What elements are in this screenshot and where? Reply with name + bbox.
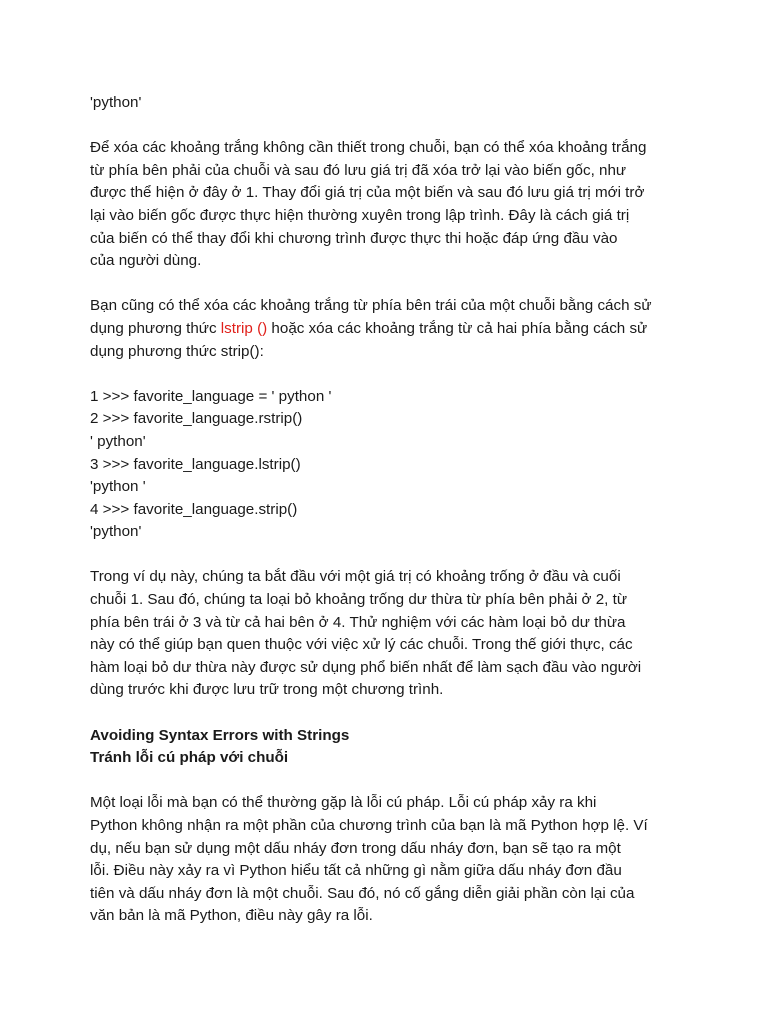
text-line: Trong ví dụ này, chúng ta bắt đầu với một giá trị có khoảng trống ở đầu và cuối bbox=[90, 568, 621, 586]
text-line: dụng phương thức strip(): bbox=[90, 342, 264, 360]
text-line: Bạn cũng có thể xóa các khoảng trắng từ phía bên trái của một chuỗi bằng cách sử bbox=[90, 297, 652, 315]
heading-vietnamese: Tránh lỗi cú pháp với chuỗi bbox=[90, 749, 289, 767]
code-line: 'python' bbox=[90, 523, 142, 541]
code-line: ' python' bbox=[90, 432, 146, 450]
text-line: dùng trước khi được lưu trữ trong một chương trình. bbox=[90, 681, 444, 699]
text-line: chuỗi 1. Sau đó, chúng ta loại bỏ khoảng trống dư thừa từ phía bên phải ở 2, từ bbox=[90, 591, 627, 609]
paragraph-syntax-errors bbox=[90, 792, 690, 928]
text-line: Để xóa các khoảng trắng không cần thiết trong chuỗi, bạn có thể xóa khoảng trắng bbox=[90, 139, 647, 157]
text-line: tiên và dấu nháy đơn là một chuỗi. Sau đó, nó cố gắng diễn giải phần còn lại của bbox=[90, 884, 635, 902]
code-line: 4 >>> favorite_language.strip() bbox=[90, 500, 298, 518]
text-line: hàm loại bỏ dư thừa này được sử dụng phổ biến nhất để làm sạch đầu vào người bbox=[90, 658, 642, 676]
text-line: Một loại lỗi mà bạn có thể thường gặp là lỗi cú pháp. Lỗi cú pháp xảy ra khi bbox=[90, 794, 597, 812]
text-line: của biến có thể thay đổi khi chương trình được thực thi hoặc đáp ứng đầu vào bbox=[90, 229, 618, 247]
heading-english: Avoiding Syntax Errors with Strings bbox=[90, 726, 350, 744]
text-line: Python không nhận ra một phần của chương trình của bạn là mã Python hợp lệ. Ví bbox=[90, 817, 648, 834]
code-line: 3 >>> favorite_language.lstrip() bbox=[90, 455, 301, 473]
text-line: của người dùng. bbox=[90, 252, 202, 270]
code-line: 2 >>> favorite_language.rstrip() bbox=[90, 410, 303, 428]
section-heading bbox=[90, 725, 690, 770]
text-line: này có thể giúp bạn quen thuộc với việc xử lý các chuỗi. Trong thế giới thực, các bbox=[90, 636, 633, 654]
lstrip-highlight: lstrip () bbox=[220, 319, 268, 337]
document-body bbox=[90, 92, 690, 951]
text-fragment: dụng phương thức bbox=[90, 319, 221, 337]
text-line: từ phía bên phải của chuỗi và sau đó lưu giá trị đã xóa trở lại vào biến gốc, như bbox=[90, 161, 627, 179]
paragraph-lstrip-strip bbox=[90, 295, 690, 363]
code-line: 1 >>> favorite_language = ' python ' bbox=[90, 387, 332, 405]
text-line: lỗi. Điều này xảy ra vì Python hiểu tất cả những gì nằm giữa dấu nháy đơn đầu bbox=[90, 862, 622, 880]
text-line: phía bên trái ở 3 và từ cả hai bên ở 4. Thử nghiệm với các hàm loại bỏ dư thừa bbox=[90, 613, 626, 631]
code-example bbox=[90, 386, 690, 544]
text-line: văn bản là mã Python, điều này gây ra lỗi. bbox=[90, 907, 373, 925]
text-line: lại vào biến gốc được thực hiện thường xuyên trong lập trình. Đây là cách giá trị bbox=[90, 206, 630, 224]
text-fragment: hoặc xóa các khoảng trắng từ cả hai phía bằng cách sử bbox=[267, 319, 648, 337]
paragraph-example-explanation bbox=[90, 566, 690, 702]
paragraph-rstrip-explanation bbox=[90, 137, 690, 273]
text-line: 'python' bbox=[90, 94, 142, 111]
output-line-python bbox=[90, 92, 690, 115]
text-line: được thể hiện ở đây ở 1. Thay đổi giá trị của một biến và sau đó lưu giá trị mới trở bbox=[90, 184, 645, 202]
text-line bbox=[90, 318, 690, 341]
text-line: dụ, nếu bạn sử dụng một dấu nháy đơn trong dấu nháy đơn, bạn sẽ tạo ra một bbox=[90, 839, 621, 857]
code-line: 'python ' bbox=[90, 478, 146, 496]
